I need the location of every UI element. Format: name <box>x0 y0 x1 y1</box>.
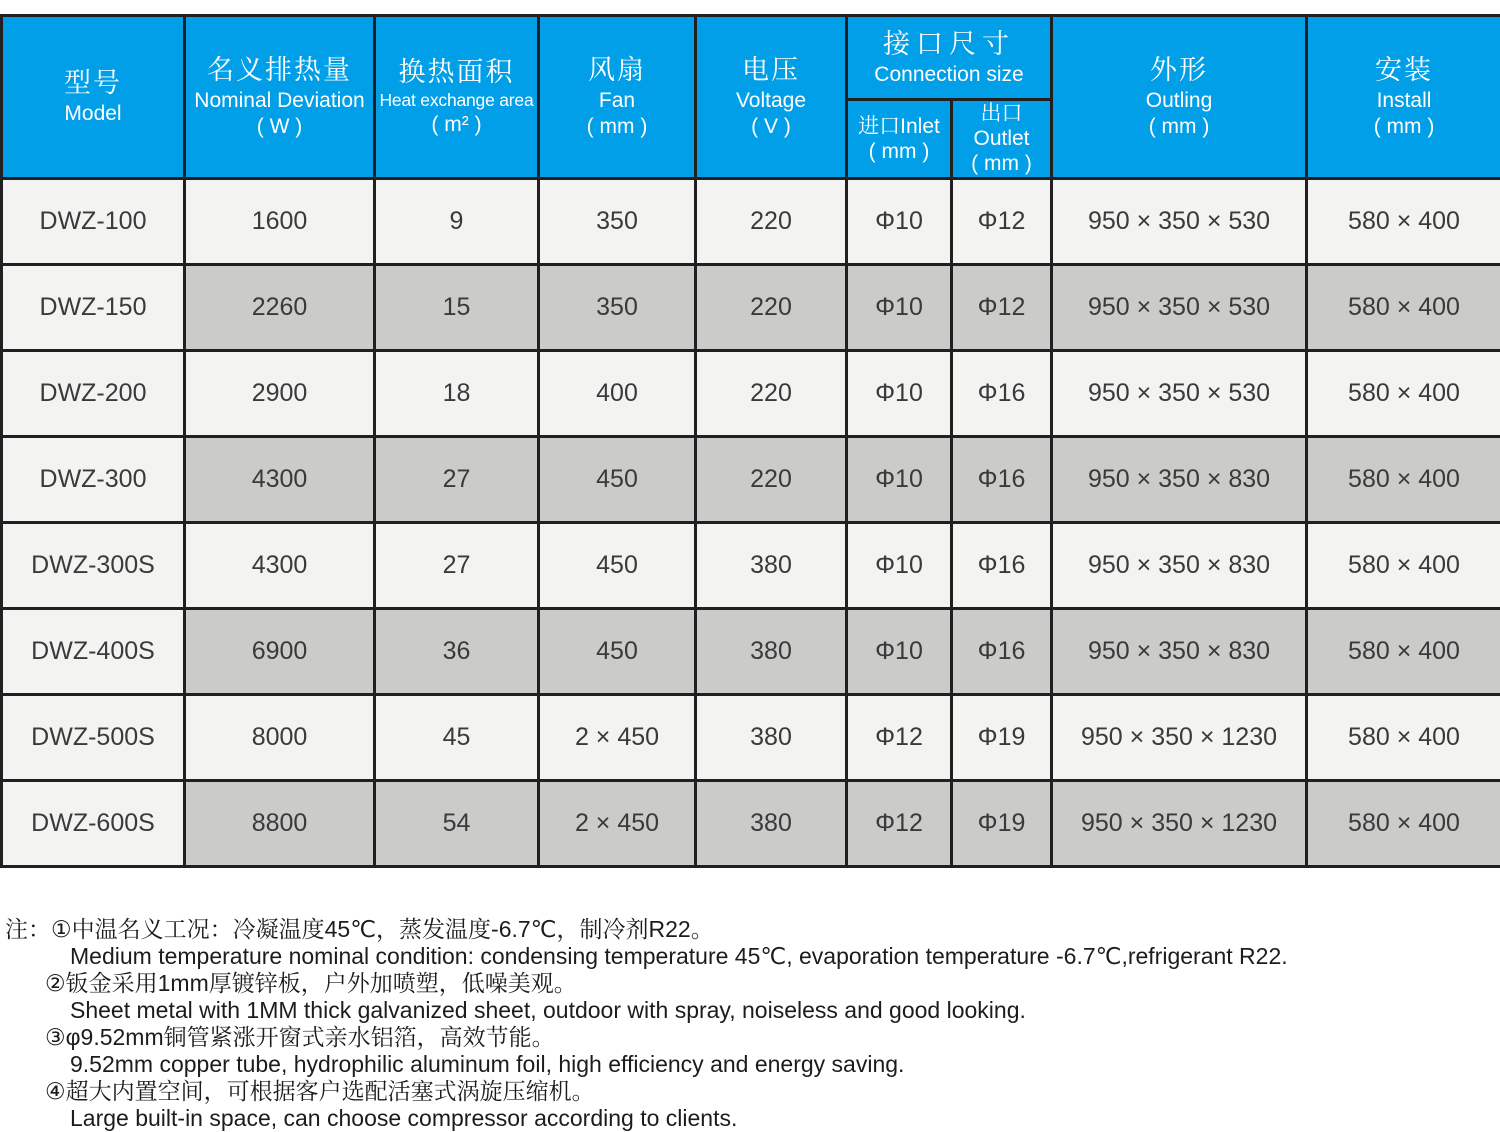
cell-outline: 950 × 350 × 830 <box>1052 522 1307 608</box>
cell-model: DWZ-500S <box>2 694 185 780</box>
header-voltage-unit: ( V ) <box>699 114 843 140</box>
header-install-en: Install <box>1310 88 1498 114</box>
cell-voltage: 380 <box>696 694 847 780</box>
cell-voltage: 220 <box>696 436 847 522</box>
header-nominal <box>185 16 375 179</box>
cell-voltage: 220 <box>696 264 847 350</box>
cell-voltage: 380 <box>696 608 847 694</box>
cell-outline: 950 × 350 × 530 <box>1052 350 1307 436</box>
cell-outlet: Φ16 <box>952 522 1052 608</box>
cell-outline: 950 × 350 × 1230 <box>1052 780 1307 866</box>
note-1-zh: ①中温名义工况：冷凝温度45℃，蒸发温度-6.7℃，制冷剂R22。 <box>51 916 714 942</box>
cell-model: DWZ-400S <box>2 608 185 694</box>
cell-nominal: 2900 <box>185 350 375 436</box>
cell-area: 27 <box>375 436 539 522</box>
header-model-en: Model <box>5 101 181 127</box>
cell-voltage: 220 <box>696 350 847 436</box>
cell-outlet: Φ12 <box>952 264 1052 350</box>
cell-area: 54 <box>375 780 539 866</box>
cell-model: DWZ-100 <box>2 178 185 264</box>
cell-model: DWZ-300S <box>2 522 185 608</box>
cell-inlet: Φ10 <box>847 522 952 608</box>
cell-nominal: 4300 <box>185 522 375 608</box>
header-voltage-en: Voltage <box>699 88 843 114</box>
note-line: ③φ9.52mm铜管紧涨开窗式亲水铝箔，高效节能。 <box>5 1024 1500 1051</box>
cell-fan: 2 × 450 <box>539 694 696 780</box>
cell-voltage: 220 <box>696 178 847 264</box>
cell-outlet: Φ16 <box>952 608 1052 694</box>
cell-outlet: Φ16 <box>952 350 1052 436</box>
header-nominal-zh: 名义排热量 <box>188 53 371 88</box>
spec-table-body <box>2 178 1500 866</box>
cell-nominal: 2260 <box>185 264 375 350</box>
header-outline-zh: 外形 <box>1055 53 1303 88</box>
header-row-top <box>2 16 1500 100</box>
note-line: Sheet metal with 1MM thick galvanized sheet, outdoor with spray, noiseless and good looking. <box>5 997 1500 1024</box>
header-connection-zh: 接口尺寸 <box>850 27 1048 62</box>
header-fan-zh: 风扇 <box>542 53 692 88</box>
table-row <box>2 694 1500 780</box>
table-row <box>2 350 1500 436</box>
header-model-zh: 型号 <box>5 66 181 101</box>
header-fan-unit: ( mm ) <box>542 114 692 140</box>
cell-model: DWZ-600S <box>2 780 185 866</box>
table-row <box>2 608 1500 694</box>
header-inlet <box>847 100 952 179</box>
header-area-unit: ( m² ) <box>378 112 535 138</box>
cell-area: 45 <box>375 694 539 780</box>
header-area <box>375 16 539 179</box>
header-voltage-zh: 电压 <box>699 53 843 88</box>
note-line <box>5 916 1500 943</box>
cell-fan: 450 <box>539 608 696 694</box>
cell-model: DWZ-200 <box>2 350 185 436</box>
header-inlet-unit: ( mm ) <box>850 139 948 164</box>
cell-outline: 950 × 350 × 830 <box>1052 608 1307 694</box>
cell-install: 580 × 400 <box>1307 608 1500 694</box>
cell-inlet: Φ10 <box>847 350 952 436</box>
cell-install: 580 × 400 <box>1307 178 1500 264</box>
cell-inlet: Φ10 <box>847 264 952 350</box>
cell-outlet: Φ16 <box>952 436 1052 522</box>
cell-nominal: 1600 <box>185 178 375 264</box>
header-nominal-unit: ( W ) <box>188 114 371 140</box>
cell-install: 580 × 400 <box>1307 522 1500 608</box>
cell-inlet: Φ10 <box>847 436 952 522</box>
header-area-zh: 换热面积 <box>378 55 535 90</box>
header-area-en: Heat exchange area <box>378 90 535 112</box>
cell-outline: 950 × 350 × 1230 <box>1052 694 1307 780</box>
header-voltage <box>696 16 847 179</box>
table-row <box>2 780 1500 866</box>
cell-install: 580 × 400 <box>1307 694 1500 780</box>
header-connection-en: Connection size <box>850 62 1048 88</box>
cell-install: 580 × 400 <box>1307 780 1500 866</box>
notes-section <box>0 916 1500 1132</box>
table-row <box>2 178 1500 264</box>
note-line: ②钣金采用1mm厚镀锌板，户外加喷塑，低噪美观。 <box>5 970 1500 997</box>
header-outlet <box>952 100 1052 179</box>
header-fan-en: Fan <box>542 88 692 114</box>
cell-voltage: 380 <box>696 780 847 866</box>
table-row <box>2 522 1500 608</box>
note-line: 9.52mm copper tube, hydrophilic aluminum foil, high efficiency and energy saving. <box>5 1051 1500 1078</box>
note-line: Large built-in space, can choose compressor according to clients. <box>5 1105 1500 1132</box>
header-nominal-en: Nominal Deviation <box>188 88 371 114</box>
cell-nominal: 4300 <box>185 436 375 522</box>
cell-area: 18 <box>375 350 539 436</box>
cell-fan: 450 <box>539 522 696 608</box>
header-install-unit: ( mm ) <box>1310 114 1498 140</box>
cell-outline: 950 × 350 × 530 <box>1052 178 1307 264</box>
cell-fan: 2 × 450 <box>539 780 696 866</box>
cell-inlet: Φ12 <box>847 694 952 780</box>
note-line: ④超大内置空间，可根据客户选配活塞式涡旋压缩机。 <box>5 1078 1500 1105</box>
cell-inlet: Φ10 <box>847 608 952 694</box>
cell-model: DWZ-150 <box>2 264 185 350</box>
cell-voltage: 380 <box>696 522 847 608</box>
cell-outline: 950 × 350 × 830 <box>1052 436 1307 522</box>
cell-fan: 350 <box>539 264 696 350</box>
header-outline <box>1052 16 1307 179</box>
cell-nominal: 8000 <box>185 694 375 780</box>
cell-nominal: 6900 <box>185 608 375 694</box>
cell-inlet: Φ12 <box>847 780 952 866</box>
cell-install: 580 × 400 <box>1307 264 1500 350</box>
cell-install: 580 × 400 <box>1307 436 1500 522</box>
cell-fan: 350 <box>539 178 696 264</box>
header-fan <box>539 16 696 179</box>
cell-area: 15 <box>375 264 539 350</box>
header-connection-size <box>847 16 1052 100</box>
header-outlet-label: 出口Outlet <box>955 101 1048 151</box>
notes-prefix: 注： <box>5 916 51 942</box>
table-row <box>2 436 1500 522</box>
header-model <box>2 16 185 179</box>
note-line: Medium temperature nominal condition: condensing temperature 45℃, evaporation temperature -6.7℃,refrigerant R22. <box>5 943 1500 970</box>
cell-inlet: Φ10 <box>847 178 952 264</box>
header-outlet-unit: ( mm ) <box>955 151 1048 176</box>
header-install-zh: 安装 <box>1310 53 1498 88</box>
header-outline-en: Outling <box>1055 88 1303 114</box>
cell-area: 9 <box>375 178 539 264</box>
header-inlet-label: 进口Inlet <box>850 114 948 139</box>
cell-nominal: 8800 <box>185 780 375 866</box>
spec-table <box>0 14 1500 868</box>
cell-fan: 400 <box>539 350 696 436</box>
header-install <box>1307 16 1500 179</box>
cell-outline: 950 × 350 × 530 <box>1052 264 1307 350</box>
cell-outlet: Φ12 <box>952 178 1052 264</box>
cell-outlet: Φ19 <box>952 694 1052 780</box>
table-row <box>2 264 1500 350</box>
cell-install: 580 × 400 <box>1307 350 1500 436</box>
cell-outlet: Φ19 <box>952 780 1052 866</box>
cell-model: DWZ-300 <box>2 436 185 522</box>
cell-area: 36 <box>375 608 539 694</box>
header-outline-unit: ( mm ) <box>1055 114 1303 140</box>
cell-fan: 450 <box>539 436 696 522</box>
cell-area: 27 <box>375 522 539 608</box>
